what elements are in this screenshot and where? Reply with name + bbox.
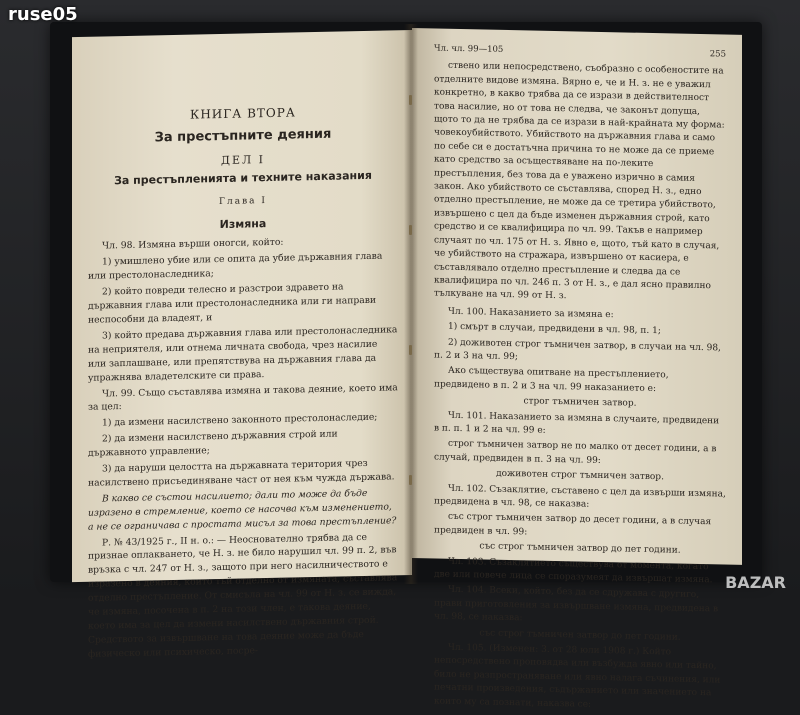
text-line: 2) който повреди телесно и разстрои здравето на държавния глава или престолонаследника или ги направи неспособни да владеят, и [88,281,377,326]
text-line: 1) да измени насилствено законното престолонаследие; [102,412,378,429]
article-line: Чл. 101. Наказанието за измяна в случаите, предвидени в п. п. 1 и 2 на чл. 99 е: [434,410,720,436]
article-line: Чл. 104. Всеки, който, без да се сдружава с другиго, прави приготовления за извършване измяна, предвидена в чл. 98, се наказва: [434,585,719,624]
watermark-logo: BAZAR [725,573,786,592]
article-line: строг тъмничен затвор. [523,396,637,409]
part-heading: ДЕЛ I [221,152,265,167]
text-line: Чл. 98. Измяна върши оногси, който: [102,237,284,252]
article-line: със строг тъмничен затвор до десет години, а в случая предвиден в чл. 99: [434,512,712,538]
book-heading: КНИГА ВТОРА [190,105,296,122]
article-line: Чл. 103. Съзаклятието съществува от момента, когато две или повече лица се споразумеят да извършат измяна. [434,556,713,586]
article-line: Ако съществува опитване на престъплението, предвидено в п. 2 и 3 на чл. 99 наказанието е: [434,366,669,394]
section-heading: Измяна [219,216,267,231]
chapter-heading: Глава I [219,195,267,207]
text-line: 3) да наруши целостта на държавната територия чрез насилствено присъединяване част от нея към чужда държава. [88,457,395,489]
binding-stitch [409,225,412,235]
left-text-block [88,234,398,662]
text-line: Р. № 43/1925 г., II н. о.: — Неоснователно трябва да се признае оплакването, че Н. з. не било нарушил чл. 99 п. 2, във връзка с чл. 247 от Н. з., защото при него насилничеството е изразено в деяния, които тъй отделно от измяната, съставлява отделно престъпление. От смисъла на чл. 99 от Н. з. се вижда, че измяна, посочена в п. 2 на този член, е такова деяние, което има за цел да измени насилствено държавния строй. Средството за извършване на това деяние може да бъде физическо или психическо, посре- [88,531,398,660]
articles-block [434,305,726,714]
binding-stitch [409,345,412,355]
article-line: Чл. 105. (Изменен: 3. от 28 юли 1908 г.) Който непосредствено проповядва или възбужда явно или тайно, било не разпространяване или явно налага съчинения, или печатни произведения, съдържанието или значението на които му са познати, наказва се: [434,642,721,710]
article-line: Чл. 100. Наказанието за измяна е: [448,306,614,320]
article-line: със строг тъмничен затвор до пет години. [479,628,681,643]
running-header-title: Чл. чл. 99—105 [434,43,504,55]
text-line: ствено или непосредствено, съобразно с особеностите на отделните видове измяна. Вярно е, че и Н. з. не е уважил конкретно, в какво трябва да се изрази в действителност това насилие, но от това не следва, че законът допуща, щото то да не трябва да се изрази в най-крайната му форма: човекоубийството. Убийството на държавния глава и само по себе си е достатъчна причина то не може да се приеме като средство за осъществяване на по-леките престъпления, без това да е уважено изрично в самия закон. Ако убийството се съставлява, според Н. з., едно отделно престъпление, не може да се третира убийството, извършено с цел да бъде изменен държавния строй, като средство и се квалифицира по чл. 99. Такъв е например случаят по чл. 175 от Н. з. Явно е, щото, тъй като в случая, че убийството на стражара, извършено от касиера, е съставлявало отделно престъпление и следва да се квалифицира по чл. 246 п. 3 от Н. з., е дал ясно правилно тълкуване на чл. 99 от Н. з. [434,61,725,302]
article-line: доживотен строг тъмничен затвор. [496,468,664,483]
page-number: 255 [709,49,726,60]
right-page [412,28,742,710]
text-line: 3) който предава държавния глава или престолонаследника на неприятеля, или отнема личната свобода, чрез насилие или заплашване, или препятствува на държавния глава да упражнява владетелските си права. [88,324,398,384]
watermark-username: ruse05 [8,4,78,25]
text-line: 2) да измени насилствено държавния строй или държавното управление; [88,428,338,459]
text-line: Чл. 99. Също съставлява измяна и такова деяние, което има за цел: [88,381,398,414]
binding-stitch [409,95,412,105]
text-line: В какво се състои насилието; дали то може да бъде изразено в стремление, което се насочва към изменението, а не се ограничава с простата мисъл за това престъпление? [88,487,397,533]
article-line: 2) доживотен строг тъмничен затвор, в случаи на чл. 98, п. 2 и 3 на чл. 99; [434,337,721,363]
article-line: със строг тъмничен затвор до пет години. [479,541,681,556]
book-title: За престъпните деяния [154,126,332,146]
running-header [434,42,726,62]
article-line: 1) смърт в случаи, предвидени в чл. 98, п. 1; [448,321,661,337]
book-gutter [404,24,418,584]
text-line: 1) умишлено убие или се опита да убие държавния глава или престолонаследника; [88,250,383,283]
binding-stitch [409,475,412,485]
article-line: строг тъмничен затвор не по малко от десет години, а в случай, предвиден в п. 3 на чл. 99: [434,439,717,466]
article-line: Чл. 102. Съзаклятие, съставено с цел да извърши измяна, предвидена в чл. 98, се наказва: [434,483,726,510]
left-page [72,30,412,660]
part-title: За престъпленията и техните наказания [114,168,372,187]
